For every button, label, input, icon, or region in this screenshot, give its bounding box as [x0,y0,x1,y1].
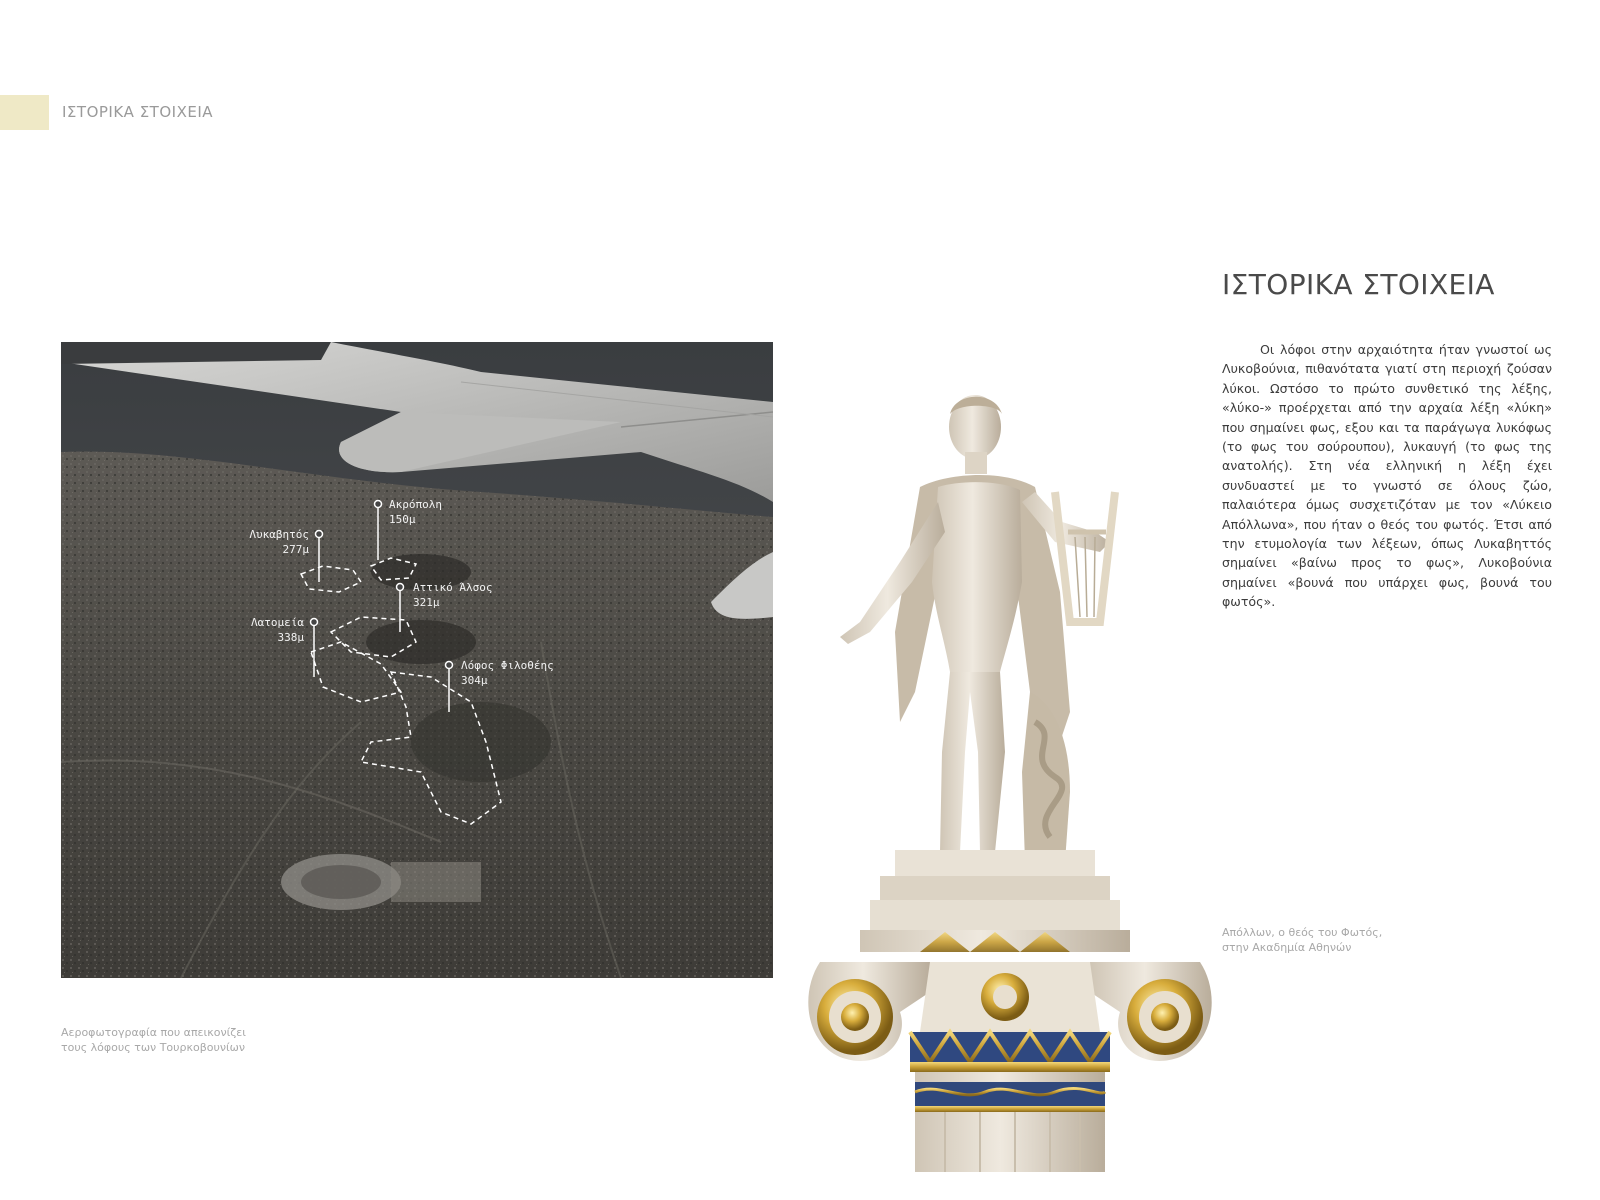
hill-height: 277μ [282,543,309,556]
aerial-photo [61,342,773,978]
hill-name: Λόφος Φιλοθέης [461,659,554,672]
section-accent-bar [0,95,49,130]
hill-name: Ακρόπολη [389,498,442,511]
hill-height: 338μ [277,631,304,644]
caption-line: τους λόφους των Τουρκοβουνίων [61,1041,246,1054]
lyre-icon [1055,492,1115,622]
section-label: ΙΣΤΟΡΙΚΑ ΣΤΟΙΧΕΙΑ [62,103,214,121]
statue-photo-caption [1222,925,1422,955]
page-title: ΙΣΤΟΡΙΚΑ ΣΤΟΙΧΕΙΑ [1222,268,1495,301]
hill-height: 321μ [413,596,440,609]
hill-name: Λατομεία [251,616,304,629]
caption-line: Αεροφωτογραφία που απεικονίζει [61,1026,246,1039]
apollo-statue-photo [800,392,1220,1172]
aerial-photo-caption [61,1025,301,1055]
hill-name: Λυκαβητός [249,528,309,541]
hill-height: 304μ [461,674,488,687]
hill-height: 150μ [389,513,416,526]
caption-line: στην Ακαδημία Αθηνών [1222,941,1352,954]
caption-line: Απόλλων, ο θεός του Φωτός, [1222,926,1383,939]
hill-name: Αττικό Άλσος [413,581,493,594]
body-paragraph: Οι λόφοι στην αρχαιότητα ήταν γνωστοί ως Λυκοβούνια, πιθανότατα γιατί στη περιοχή ζούσαν λύκοι. Ωστόσο το πρώτο συνθετικό της λέξης, «λύκο-» προέρχεται από την αρχαία λέξη «λύκη» που σημαίνει φως, εξου και τα παράγωγα λυκόφως (το φως του σούρουπου), λυκαυγή (το φως της ανατολής). Στη νέα ελληνική η λέξη έχει συνδυαστεί με το γνωστό σε όλους ζώο, παλαιότερα όμως συσχετιζόταν με τον «Λύκειο Απόλλωνα», που ήταν ο θεός του φωτός. Έτσι από την ετυμολογία των λέξεων, όπως Λυκαβηττός σημαίνει «βαίνω προς το φως», Λυκοβούνια σημαίνει «βουνά που υπάρχει φως, βουνά του φωτός». [1222,342,1552,610]
